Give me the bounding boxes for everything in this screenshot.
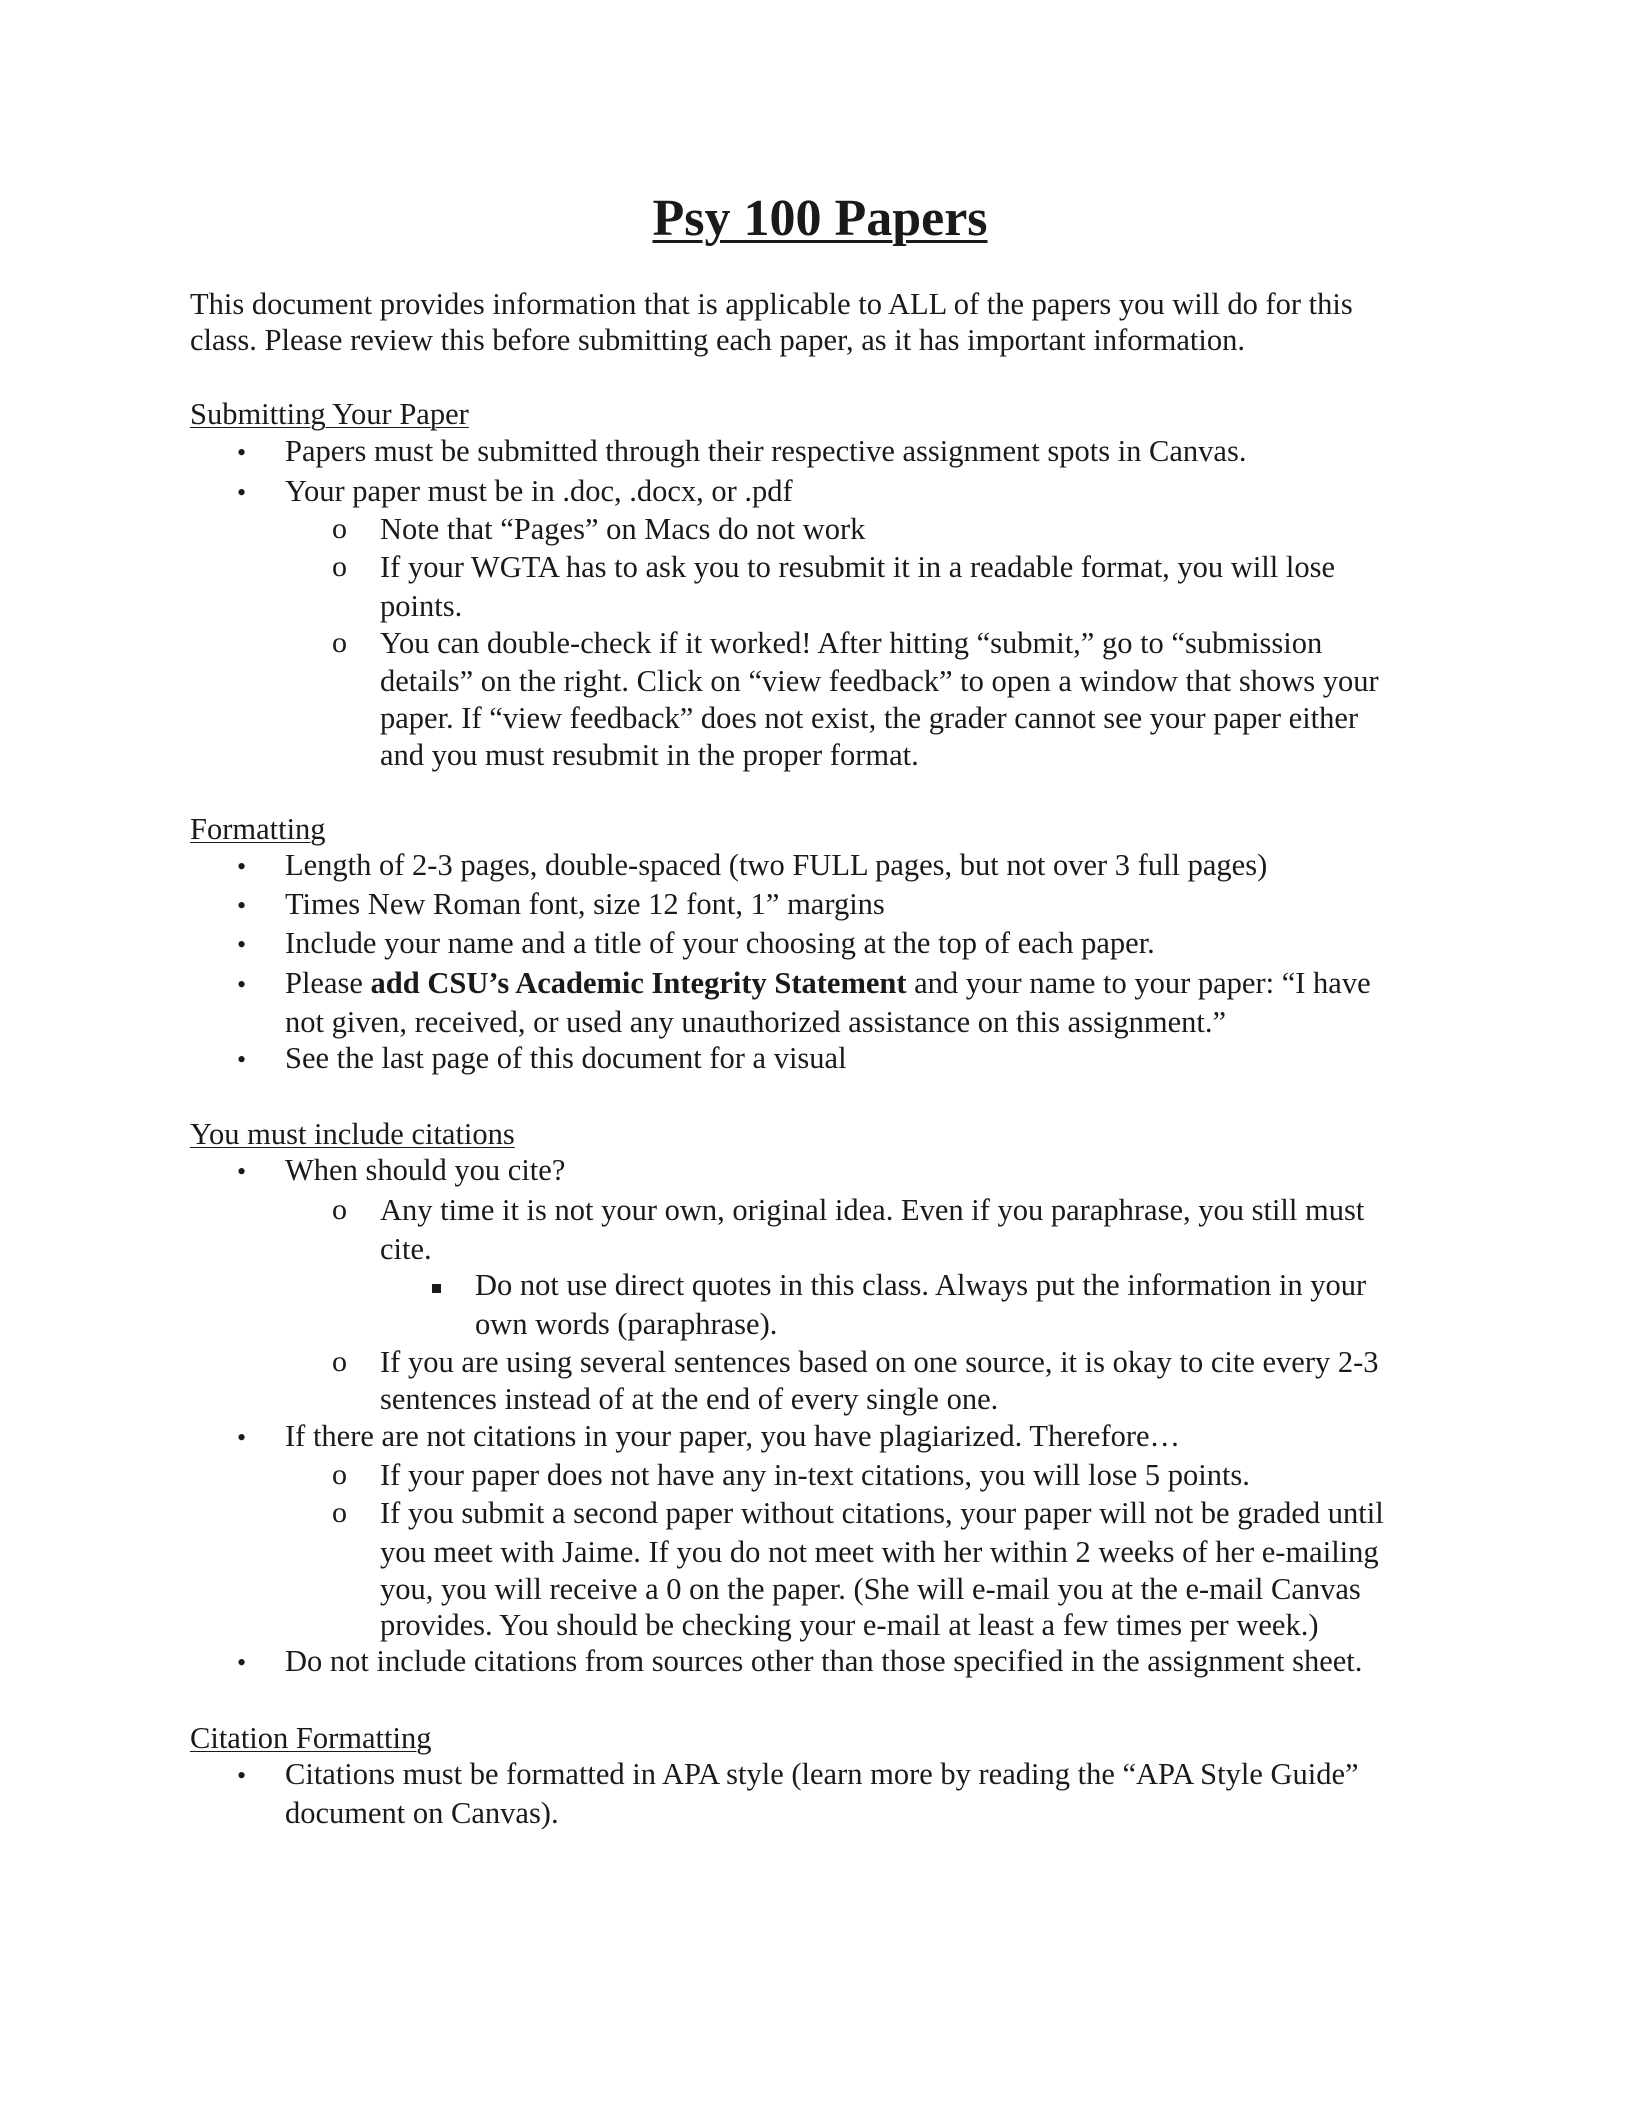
sub-list-item: If you submit a second paper without citations, your paper will not be graded until [380,1496,1384,1530]
list-item: Times New Roman font, size 12 font, 1” margins [285,887,885,921]
sub-list-item: points. [380,589,463,623]
bullet-icon: • [237,478,247,507]
integrity-statement-emphasis: add CSU’s Academic Integrity Statement [370,966,907,1000]
bullet-icon: • [237,1761,247,1790]
sub-list-item: Note that “Pages” on Macs do not work [380,512,866,546]
bullet-icon: • [237,438,247,467]
list-item: Your paper must be in .doc, .docx, or .pdf [285,474,793,508]
list-item-text: Please [285,966,371,1000]
list-item: Length of 2-3 pages, double-spaced (two FULL pages, but not over 3 full pages) [285,848,1268,882]
sub-list-item: and you must resubmit in the proper format. [380,738,919,772]
section-heading-submitting: Submitting Your Paper [190,397,469,431]
sub-list-item: If your paper does not have any in-text citations, you will lose 5 points. [380,1458,1250,1492]
sub-bullet-icon: o [332,550,347,583]
section-heading-formatting: Formatting [190,812,326,846]
sub-bullet-icon: o [332,512,347,545]
bullet-icon: • [237,930,247,959]
bullet-icon: • [237,891,247,920]
list-item [285,966,1371,1001]
sub-list-item: sentences instead of at the end of every single one. [380,1382,999,1416]
bullet-icon: • [237,1423,247,1452]
list-item: Papers must be submitted through their respective assignment spots in Canvas. [285,434,1247,468]
sub-bullet-icon: o [332,1345,347,1378]
bullet-icon: • [237,1045,247,1074]
sub-bullet-icon: o [332,626,347,659]
bullet-icon: • [237,970,247,999]
bullet-icon: • [237,852,247,881]
bullet-icon: • [237,1648,247,1677]
sub-list-item: you meet with Jaime. If you do not meet with her within 2 weeks of her e-mailing [380,1535,1379,1569]
bullet-icon: • [237,1157,247,1186]
intro-line: This document provides information that is applicable to ALL of the papers you will do for this [190,287,1353,321]
third-level-list-item: Do not use direct quotes in this class. Always put the information in your [475,1268,1367,1302]
sub-list-item: Any time it is not your own, original idea. Even if you paraphrase, you still must [380,1193,1365,1227]
sub-list-item: paper. If “view feedback” does not exist, the grader cannot see your paper either [380,701,1359,735]
list-item: document on Canvas). [285,1796,559,1830]
list-item: See the last page of this document for a visual [285,1041,847,1075]
sub-list-item: cite. [380,1232,432,1266]
square-bullet-icon [432,1284,441,1293]
sub-list-item: If your WGTA has to ask you to resubmit it in a readable format, you will lose [380,550,1336,584]
third-level-list-item: own words (paraphrase). [475,1307,778,1341]
sub-list-item: you, you will receive a 0 on the paper. (She will e-mail you at the e-mail Canvas [380,1572,1361,1606]
list-item-text: and your name to your paper: “I have [906,966,1371,1000]
page-title: Psy 100 Papers [652,190,988,247]
sub-list-item: If you are using several sentences based on one source, it is okay to cite every 2-3 [380,1345,1379,1379]
section-heading-citations: You must include citations [190,1117,515,1151]
sub-list-item: details” on the right. Click on “view feedback” to open a window that shows your [380,664,1379,698]
list-item: Do not include citations from sources other than those specified in the assignment sheet. [285,1644,1363,1678]
list-item: Citations must be formatted in APA style (learn more by reading the “APA Style Guide” [285,1757,1359,1791]
sub-bullet-icon: o [332,1496,347,1529]
list-item: If there are not citations in your paper, you have plagiarized. Therefore… [285,1419,1181,1453]
sub-bullet-icon: o [332,1458,347,1491]
sub-list-item: You can double-check if it worked! After hitting “submit,” go to “submission [380,626,1323,660]
sub-list-item: provides. You should be checking your e-mail at least a few times per week.) [380,1608,1319,1642]
section-heading-citation-formatting: Citation Formatting [190,1721,432,1755]
list-item: When should you cite? [285,1153,566,1187]
sub-bullet-icon: o [332,1193,347,1226]
list-item: Include your name and a title of your choosing at the top of each paper. [285,926,1155,960]
intro-line: class. Please review this before submitting each paper, as it has important information. [190,323,1245,357]
list-item: not given, received, or used any unauthorized assistance on this assignment.” [285,1005,1227,1039]
